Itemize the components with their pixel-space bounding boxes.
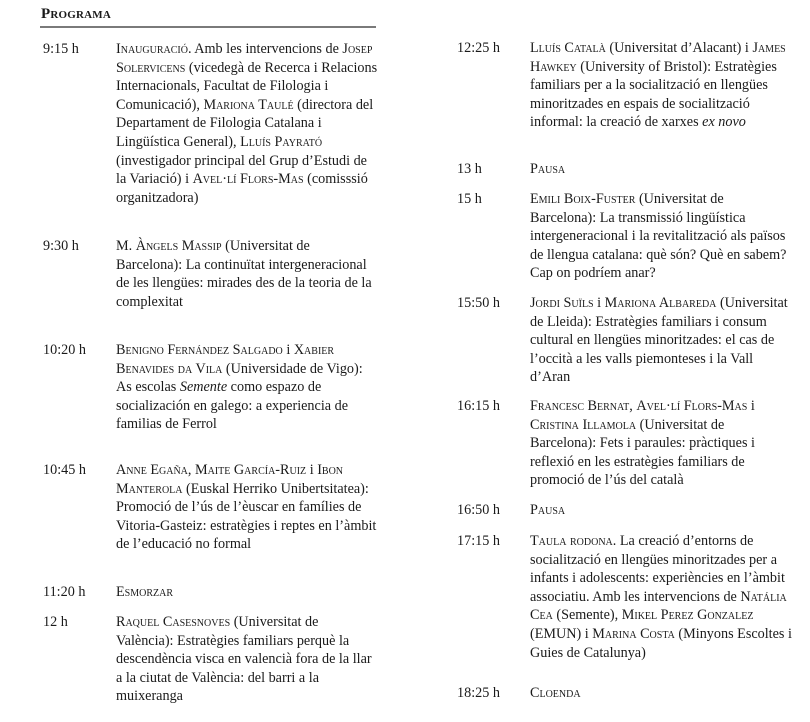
entry-description xyxy=(116,40,378,207)
entry-text: . Amb les intervencions de xyxy=(187,41,343,57)
entry-description xyxy=(530,160,792,179)
entry-time: 15:50 h xyxy=(457,295,500,311)
schedule-entry xyxy=(43,237,378,311)
entry-description xyxy=(116,461,378,554)
entry-name: Emili Boix-Fuster xyxy=(530,191,636,207)
program-heading: Programa xyxy=(41,6,112,22)
entry-text: (Universitat de València): Estratègies familiars perquè la descendència visca en valencià fora de la llar a la ciutat de València: del barri a la muixeranga xyxy=(116,614,372,705)
entry-name: Avel·lí Flors-Mas xyxy=(636,398,748,414)
entry-time: 16:15 h xyxy=(457,398,500,414)
entry-name: Lluís Payrató xyxy=(240,133,323,150)
entry-name: Ibon Manterola xyxy=(116,462,344,497)
schedule-entry xyxy=(457,160,792,179)
entry-name: Xabier Benavides da Vila xyxy=(116,342,335,377)
entry-description xyxy=(530,501,792,520)
schedule-entry xyxy=(457,501,792,520)
entry-text: (Euskal Herriko Unibertsitatea): Promoció de l’ús de l’èuscar en famílies de Vitoria-Gasteiz: estratègies i reptes en l’àmbit de l’educació no formal xyxy=(116,480,377,553)
entry-description xyxy=(116,583,378,602)
entry-text: . La creació d’entorns de socialització en llengües minoritzades per a infants i adolescents: experiències en l’àmbit associatiu. Amb les intervencions de xyxy=(530,533,785,605)
schedule-entry xyxy=(457,684,792,703)
entry-time: 15 h xyxy=(457,191,482,207)
entry-description xyxy=(530,684,792,703)
entry-name: Mariona Taulé xyxy=(203,96,294,113)
entry-text: (Semente), xyxy=(552,607,622,624)
entry-name: Pausa xyxy=(530,502,566,518)
entry-text: i xyxy=(747,398,755,414)
entry-description xyxy=(116,237,378,311)
entry-text: (Universitat de Barcelona): Fets i paraules: pràctiques i reflexió en les estratègies familiars de promoció de l’ús del català xyxy=(530,416,755,489)
entry-text: i xyxy=(593,295,605,311)
entry-text: (EMUN) i xyxy=(530,625,593,642)
entry-name: Jordi Suïls xyxy=(530,295,594,311)
entry-text: (Universitat de Barcelona): La transmissió lingüística intergeneracional i la revitalització als països de llengua catalana: què són? Què en sabem? Cap on podríem anar? xyxy=(530,191,787,282)
entry-time: 9:30 h xyxy=(43,238,79,254)
entry-name: Benigno Fernández Salgado xyxy=(116,342,283,358)
entry-description xyxy=(530,39,792,132)
entry-text: (Universitat d’Alacant) i xyxy=(605,40,753,56)
entry-time: 9:15 h xyxy=(43,41,79,57)
entry-time: 16:50 h xyxy=(457,502,500,518)
entry-name: Inauguració xyxy=(116,41,188,57)
entry-name: Cloenda xyxy=(530,685,581,701)
entry-name: Josep Solervicens xyxy=(116,41,373,76)
entry-text: (directora del Departament de Filologia Catalana i Lingüística General), xyxy=(116,96,374,150)
schedule-entry xyxy=(43,583,378,602)
entry-description xyxy=(116,613,378,706)
entry-text: , xyxy=(187,462,195,478)
entry-name: Avel·lí Flors-Mas xyxy=(192,171,304,188)
schedule-entry xyxy=(43,341,378,434)
entry-time: 13 h xyxy=(457,161,482,177)
schedule-entry xyxy=(457,39,792,132)
entry-name: Francesc Bernat xyxy=(530,398,630,414)
entry-time: 10:20 h xyxy=(43,342,86,358)
entry-name: Mikel Perez Gonzalez xyxy=(621,607,754,624)
entry-text: (vicedegà de Recerca i Relacions Internacionals, Facultat de Filologia i Comunicació), xyxy=(116,59,378,113)
entry-name: Esmorzar xyxy=(116,584,174,600)
entry-italic-text: ex novo xyxy=(702,114,746,131)
entry-name: Marina Costa xyxy=(592,625,675,642)
entry-text: (Universitat de Barcelona): La continuïtat intergeneracional de les llengües: mirades des de la teoria de la complexitat xyxy=(116,238,372,310)
schedule-entry xyxy=(457,532,792,662)
entry-text: (Minyons Escoltes i Guies de Catalunya) xyxy=(530,625,792,661)
entry-name: Pausa xyxy=(530,161,566,177)
entry-description xyxy=(530,397,792,490)
entry-description xyxy=(116,341,378,434)
entry-time: 12 h xyxy=(43,614,68,630)
entry-italic-text: Semente xyxy=(179,379,228,396)
entry-name: Anne Egaña xyxy=(116,462,188,478)
entry-name: Mariona Albareda xyxy=(604,295,717,311)
entry-text: (Universidade de Vigo): As escolas xyxy=(116,360,363,396)
entry-time: 10:45 h xyxy=(43,462,86,478)
entry-name: M. Àngels Massip xyxy=(116,238,222,254)
entry-description xyxy=(530,294,792,387)
entry-name: Lluís Català xyxy=(530,40,606,56)
schedule-entry xyxy=(457,397,792,490)
schedule-entry xyxy=(457,294,792,387)
entry-time: 11:20 h xyxy=(43,584,86,600)
entry-name: Cristina Illamola xyxy=(530,416,637,433)
entry-name: Taula rodona xyxy=(530,533,613,549)
entry-text: (comisssió organitzadora) xyxy=(116,171,368,206)
entry-text: i xyxy=(306,462,318,478)
entry-text: , xyxy=(629,398,637,414)
entry-text: (Universitat de Lleida): Estratègies familiars i consum cultural en llengües minoritzades: el cas de l’occità a les valls piemonteses i la Vall d’Aran xyxy=(530,295,788,386)
entry-time: 17:15 h xyxy=(457,533,500,549)
entry-name: Maite García-Ruiz xyxy=(195,462,307,478)
entry-time: 12:25 h xyxy=(457,40,500,56)
entry-description xyxy=(530,190,792,283)
heading-divider xyxy=(40,26,376,28)
entry-name: Natália Cea xyxy=(530,588,787,624)
entry-description xyxy=(530,532,792,662)
entry-name: James Hawkey xyxy=(530,40,786,75)
entry-text: como espazo de socialización en galego: a experiencia de familias de Ferrol xyxy=(116,379,349,433)
entry-time: 18:25 h xyxy=(457,685,500,701)
schedule-entry xyxy=(457,190,792,283)
schedule-entry xyxy=(43,461,378,554)
entry-name: Raquel Casesnoves xyxy=(116,614,231,630)
entry-text: i xyxy=(282,342,294,358)
schedule-entry xyxy=(43,613,378,706)
entry-text: (investigador principal del Grup d’Estudi de la Variació) i xyxy=(116,152,367,188)
entry-text: (University of Bristol): Estratègies familiars per a la socialització en llengües minoritzades en espais de socialització informal: la creació de xarxes xyxy=(530,58,777,131)
schedule-entry xyxy=(43,40,378,207)
